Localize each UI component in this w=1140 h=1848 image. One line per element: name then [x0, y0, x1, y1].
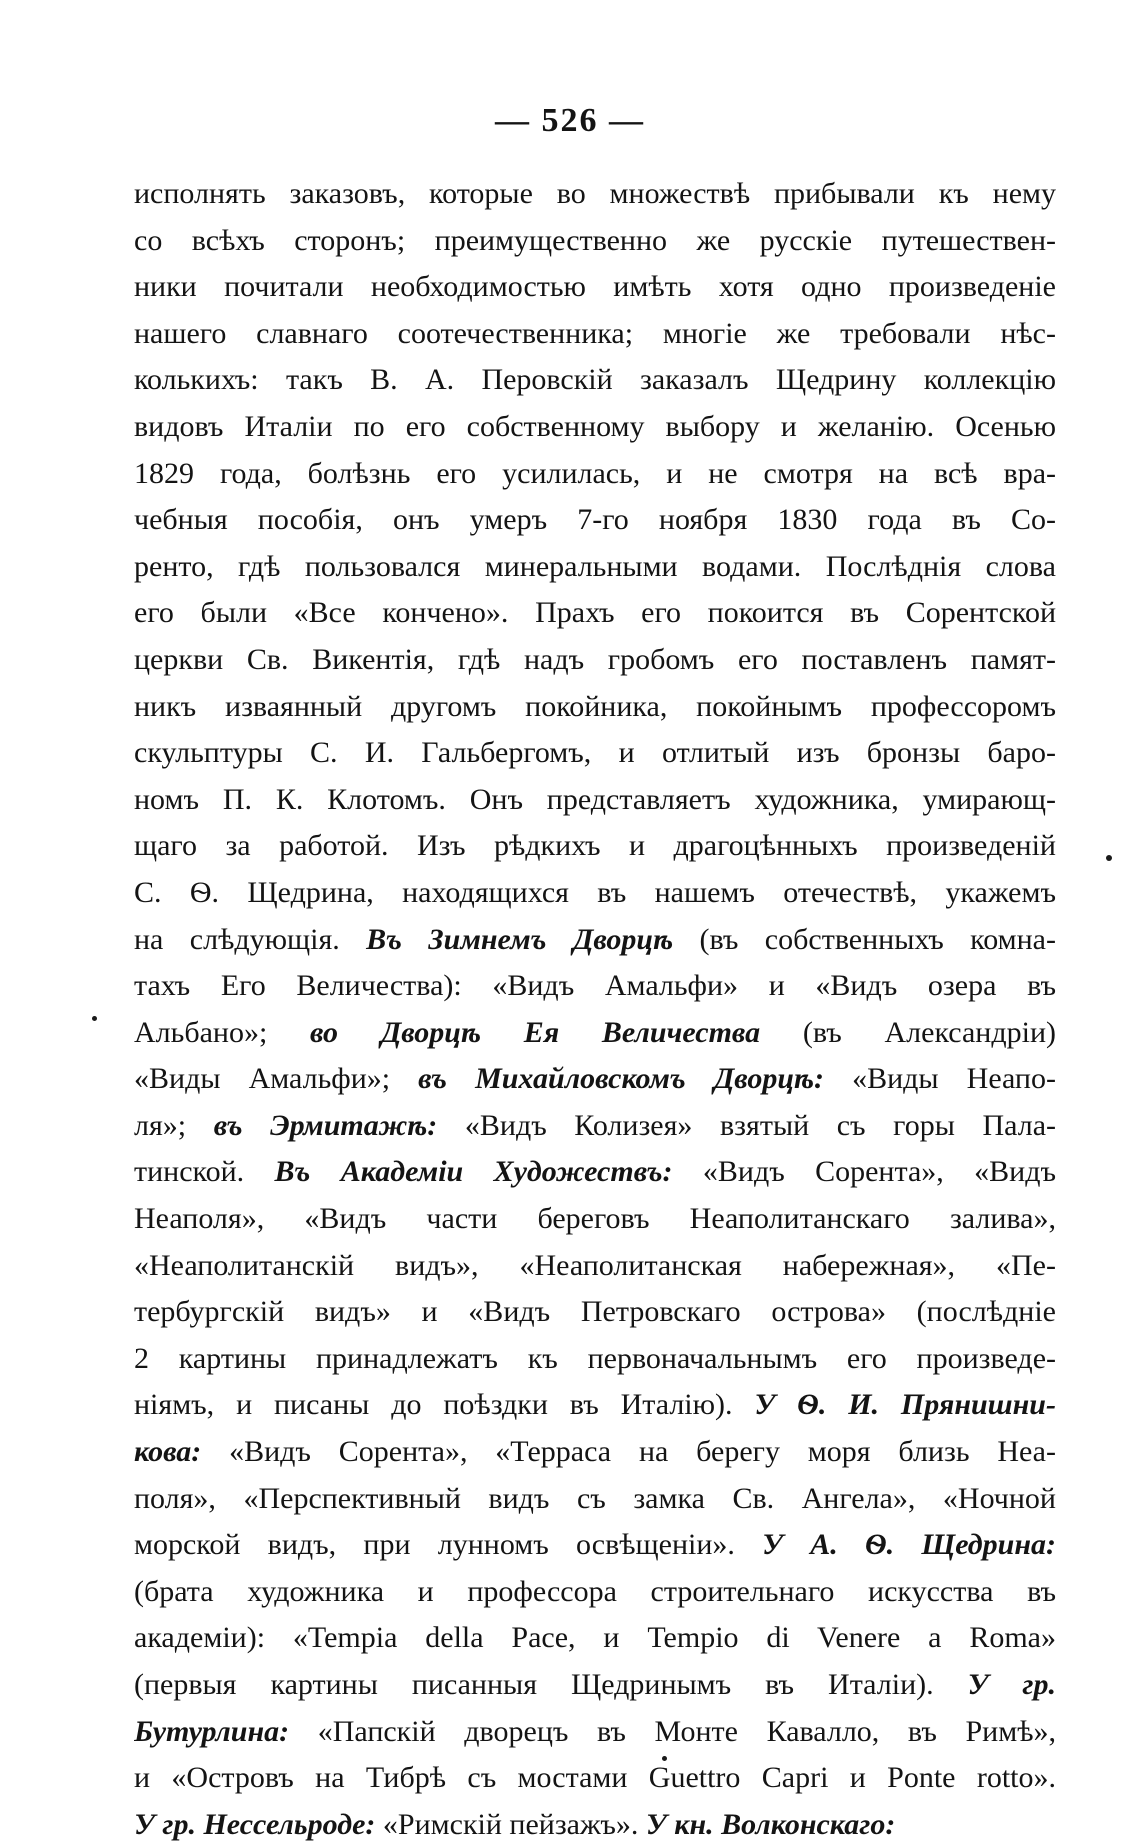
italic-reference: У А. Ѳ. Щедрина: [762, 1528, 1056, 1562]
text-run: «Римскій пейзажъ». [375, 1807, 646, 1841]
text-run: номъ П. К. Клотомъ. Онъ представляетъ художника, умирающ- [134, 782, 1056, 816]
text-line [134, 1615, 1056, 1662]
text-run: тахъ Его Величества): «Видъ Амальфи» и «Видъ озера въ [134, 969, 1056, 1003]
text-line [134, 1382, 1056, 1429]
italic-reference: въ Эрмитажѣ: [213, 1108, 438, 1142]
text-line [134, 1289, 1056, 1336]
text-line [134, 497, 1056, 544]
text-line [134, 777, 1056, 824]
text-run: никъ изваянный другомъ покойника, покойнымъ профессоромъ [134, 689, 1056, 723]
page-number: — 526 — [495, 102, 645, 139]
italic-reference: У Ѳ. И. Прянишни- [754, 1388, 1056, 1422]
text-line [134, 1522, 1056, 1569]
italic-reference: кова: [134, 1435, 202, 1469]
text-line [134, 264, 1056, 311]
text-run: скульптуры С. И. Гальбергомъ, и отлитый изъ бронзы баро- [134, 736, 1056, 770]
text-run: (въ Александріи) [760, 1015, 1056, 1049]
text-run: на слѣдующія. [134, 922, 367, 956]
text-run: чебныя пособія, онъ умеръ 7-го ноября 1830 года въ Со- [134, 503, 1056, 537]
text-run: 1829 года, болѣзнь его усилилась, и не смотря на всѣ вра- [134, 456, 1056, 490]
text-run: «Видъ Сорента», «Терраса на берегу моря близь Неа- [201, 1435, 1056, 1469]
italic-reference: въ Михайловскомъ Дворцѣ: [418, 1062, 824, 1096]
text-line [134, 1243, 1056, 1290]
text-line [134, 684, 1056, 731]
text-run: щаго за работой. Изъ рѣдкихъ и драгоцѣнныхъ произведеній [134, 829, 1056, 863]
text-line [134, 870, 1056, 917]
text-run: «Папскій дворецъ въ Монте Кавалло, въ Римѣ», [289, 1714, 1056, 1748]
text-run: колькихъ: такъ В. А. Перовскій заказалъ Щедрину коллекцію [134, 363, 1056, 397]
text-run: тинской. [134, 1155, 275, 1189]
text-line [134, 1103, 1056, 1150]
text-line [134, 1010, 1056, 1057]
text-line [134, 1802, 1056, 1848]
text-run: Неаполя», «Видъ части береговъ Неаполитанскаго залива», [134, 1202, 1056, 1236]
text-line [134, 171, 1056, 218]
text-run: видовъ Италіи по его собственному выбору и желанію. Осенью [134, 409, 1056, 443]
text-run: морской видъ, при лунномъ освѣщеніи». [134, 1528, 763, 1562]
ink-speck [92, 1016, 97, 1021]
body-text [134, 171, 1056, 1848]
text-line [134, 544, 1056, 591]
text-run: (первыя картины писанныя Щедринымъ въ Италіи). [134, 1668, 968, 1701]
text-line [134, 1056, 1056, 1103]
italic-reference: Бутурлина: [134, 1714, 290, 1748]
ink-speck [662, 1756, 667, 1761]
text-run: «Виды Амальфи»; [134, 1062, 419, 1096]
text-line [134, 311, 1056, 358]
text-line [134, 1569, 1056, 1616]
text-run: его были «Все кончено». Прахъ его покоится въ Сорентской [134, 596, 1056, 630]
text-run: С. Ѳ. Щедрина, находящихся въ нашемъ отечествѣ, укажемъ [134, 875, 1056, 909]
text-run: (брата художника и профессора строительнаго искусства въ [134, 1574, 1056, 1608]
text-run: поля», «Перспективный видъ съ замка Св. Ангела», «Ночной [134, 1481, 1056, 1515]
text-line [134, 590, 1056, 637]
text-line [134, 917, 1056, 964]
text-run: ренто, гдѣ пользовался минеральными водами. Послѣднія слова [134, 549, 1056, 583]
text-line [134, 404, 1056, 451]
text-line [134, 451, 1056, 498]
text-run: тербургскій видъ» и «Видъ Петровскаго острова» (послѣдніе [134, 1295, 1056, 1329]
ink-speck [1106, 855, 1112, 861]
text-line [134, 1429, 1056, 1476]
text-run: «Неаполитанскій видъ», «Неаполитанская набережная», «Пе- [134, 1248, 1056, 1282]
italic-reference: У кн. Волконскаго: [645, 1807, 896, 1841]
text-line [134, 823, 1056, 870]
text-line [134, 1755, 1056, 1802]
text-run: 2 картины принадлежатъ къ первоначальнымъ его произведе- [134, 1341, 1056, 1375]
text-run: ля»; [134, 1108, 214, 1142]
italic-reference: У гр. [967, 1668, 1056, 1701]
text-line [134, 1196, 1056, 1243]
text-line [134, 963, 1056, 1010]
text-run: ники почитали необходимостью имѣть хотя одно произведеніе [134, 270, 1056, 304]
text-run: «Виды Неапо- [824, 1062, 1056, 1096]
text-line [134, 1476, 1056, 1523]
text-run: нашего славнаго соотечественника; многіе же требовали нѣс- [134, 316, 1056, 350]
text-run: и «Островъ на Тибрѣ съ мостами Guettro Capri и Ponte rotto». [134, 1761, 1056, 1795]
italic-reference: Въ Академіи Художествъ: [274, 1155, 673, 1189]
text-line [134, 1662, 1056, 1709]
text-run: церкви Св. Викентія, гдѣ надъ гробомъ его поставленъ памят- [134, 642, 1056, 676]
text-line [134, 357, 1056, 404]
italic-reference: во Дворцѣ Ея Величества [310, 1015, 761, 1049]
text-line [134, 1336, 1056, 1383]
text-line [134, 637, 1056, 684]
text-run: академіи): «Tempia della Pace, и Tempio di Venere a Roma» [134, 1621, 1056, 1655]
text-line [134, 730, 1056, 777]
text-run: со всѣхъ сторонъ; преимущественно же русскіе путешествен- [134, 223, 1056, 257]
text-line [134, 218, 1056, 265]
text-run: ніямъ, и писаны до поѣздки въ Италію). [134, 1388, 755, 1422]
italic-reference: У гр. Нессельроде: [134, 1807, 376, 1841]
italic-reference: Въ Зимнемъ Дворцѣ [366, 922, 674, 956]
text-run: «Видъ Сорента», «Видъ [672, 1155, 1056, 1189]
text-run: исполнять заказовъ, которые во множествѣ прибывали къ нему [134, 177, 1056, 210]
text-run: Альбано»; [134, 1015, 311, 1049]
text-run: «Видъ Колизея» взятый съ горы Пала- [437, 1108, 1056, 1142]
text-line [134, 1709, 1056, 1756]
text-line [134, 1149, 1056, 1196]
text-run: (въ собственныхъ комна- [673, 922, 1056, 956]
